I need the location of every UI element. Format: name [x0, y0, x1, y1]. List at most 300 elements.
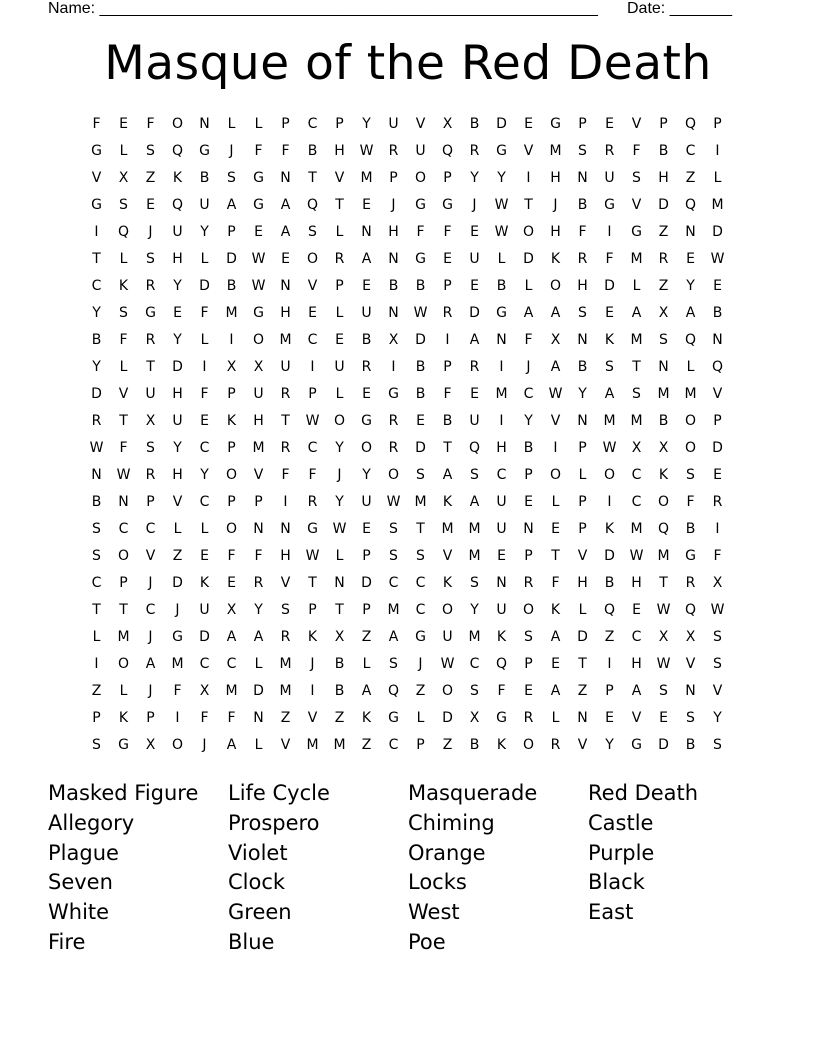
grid-letter[interactable]: M [117, 628, 130, 645]
grid-letter[interactable]: R [307, 493, 318, 510]
grid-letter[interactable]: B [469, 736, 480, 753]
grid-letter[interactable]: S [389, 547, 398, 564]
grid-letter[interactable]: A [685, 304, 696, 321]
grid-letter[interactable]: H [334, 142, 345, 159]
grid-letter[interactable]: L [335, 304, 344, 321]
grid-letter[interactable]: X [685, 628, 696, 645]
grid-letter[interactable]: G [172, 628, 183, 645]
grid-letter[interactable]: U [388, 115, 399, 132]
grid-letter[interactable]: E [146, 196, 155, 213]
grid-letter[interactable]: O [603, 466, 616, 483]
grid-letter[interactable]: L [524, 277, 533, 294]
grid-letter[interactable]: K [442, 493, 453, 510]
grid-letter[interactable]: Y [335, 439, 344, 456]
grid-letter[interactable]: A [631, 304, 642, 321]
grid-letter[interactable]: N [253, 709, 264, 726]
grid-letter[interactable]: V [523, 142, 534, 159]
grid-letter[interactable]: O [522, 601, 535, 618]
grid-letter[interactable]: R [523, 709, 534, 726]
grid-letter[interactable]: D [199, 277, 210, 294]
grid-letter[interactable]: G [631, 736, 642, 753]
grid-letter[interactable]: S [92, 547, 101, 564]
grid-letter[interactable]: X [253, 358, 264, 375]
grid-letter[interactable]: F [200, 304, 209, 321]
grid-letter[interactable]: D [523, 250, 534, 267]
grid-letter[interactable]: U [469, 412, 480, 429]
grid-letter[interactable]: R [577, 250, 588, 267]
grid-letter[interactable]: O [117, 655, 130, 672]
grid-letter[interactable]: P [92, 709, 101, 726]
grid-letter[interactable]: D [91, 385, 102, 402]
grid-letter[interactable]: L [119, 142, 128, 159]
grid-letter[interactable]: M [468, 520, 481, 537]
grid-letter[interactable]: Z [361, 736, 372, 753]
grid-letter[interactable]: F [605, 250, 614, 267]
grid-letter[interactable]: Y [362, 115, 371, 132]
grid-letter[interactable]: P [605, 682, 614, 699]
grid-letter[interactable]: C [685, 142, 696, 159]
grid-letter[interactable]: Y [524, 412, 533, 429]
grid-letter[interactable]: Q [684, 601, 697, 618]
grid-letter[interactable]: X [199, 682, 210, 699]
grid-letter[interactable]: G [91, 142, 102, 159]
grid-letter[interactable]: S [659, 331, 668, 348]
grid-letter[interactable]: U [496, 520, 507, 537]
grid-letter[interactable]: G [199, 142, 210, 159]
grid-letter[interactable]: Y [470, 601, 479, 618]
grid-letter[interactable]: I [202, 358, 207, 375]
grid-letter[interactable]: P [578, 520, 587, 537]
grid-letter[interactable]: Q [711, 358, 724, 375]
grid-letter[interactable]: B [307, 142, 318, 159]
grid-letter[interactable]: L [335, 385, 344, 402]
grid-letter[interactable]: L [119, 250, 128, 267]
grid-letter[interactable]: N [388, 250, 399, 267]
grid-letter[interactable]: M [468, 628, 481, 645]
grid-letter[interactable]: S [686, 709, 695, 726]
grid-letter[interactable]: X [550, 331, 561, 348]
grid-letter[interactable]: O [225, 466, 238, 483]
grid-letter[interactable]: G [388, 709, 399, 726]
grid-letter[interactable]: D [469, 304, 480, 321]
grid-letter[interactable]: M [279, 331, 292, 348]
grid-letter[interactable]: M [360, 169, 373, 186]
grid-letter[interactable]: I [94, 223, 99, 240]
grid-letter[interactable]: W [494, 223, 509, 240]
grid-letter[interactable]: B [523, 439, 534, 456]
grid-letter[interactable]: T [443, 439, 452, 456]
grid-letter[interactable]: U [199, 196, 210, 213]
grid-letter[interactable]: S [605, 358, 614, 375]
grid-letter[interactable]: M [657, 385, 670, 402]
grid-letter[interactable]: F [632, 142, 641, 159]
grid-letter[interactable]: B [469, 115, 480, 132]
grid-letter[interactable]: H [253, 412, 264, 429]
grid-letter[interactable]: Q [684, 196, 697, 213]
grid-letter[interactable]: B [658, 412, 669, 429]
grid-letter[interactable]: S [416, 466, 425, 483]
grid-letter[interactable]: O [522, 736, 535, 753]
grid-letter[interactable]: M [171, 655, 184, 672]
grid-letter[interactable]: S [632, 169, 641, 186]
grid-letter[interactable]: C [199, 439, 210, 456]
grid-letter[interactable]: A [361, 250, 372, 267]
grid-letter[interactable]: P [659, 115, 668, 132]
grid-letter[interactable]: L [200, 331, 209, 348]
grid-letter[interactable]: H [577, 277, 588, 294]
grid-letter[interactable]: V [442, 547, 453, 564]
grid-letter[interactable]: N [334, 574, 345, 591]
grid-letter[interactable]: S [227, 169, 236, 186]
grid-letter[interactable]: S [470, 682, 479, 699]
grid-letter[interactable]: N [280, 277, 291, 294]
grid-letter[interactable]: I [715, 520, 720, 537]
grid-letter[interactable]: H [280, 547, 291, 564]
grid-letter[interactable]: L [578, 601, 587, 618]
grid-letter[interactable]: V [712, 682, 723, 699]
grid-letter[interactable]: B [199, 169, 210, 186]
grid-letter[interactable]: S [713, 655, 722, 672]
grid-letter[interactable]: A [523, 304, 534, 321]
grid-letter[interactable]: V [280, 574, 291, 591]
grid-letter[interactable]: F [119, 331, 128, 348]
grid-letter[interactable]: J [310, 655, 315, 672]
grid-letter[interactable]: B [712, 304, 723, 321]
grid-letter[interactable]: M [495, 385, 508, 402]
grid-letter[interactable]: T [92, 601, 101, 618]
grid-letter[interactable]: I [94, 655, 99, 672]
grid-letter[interactable]: G [631, 223, 642, 240]
grid-letter[interactable]: Y [92, 304, 101, 321]
grid-letter[interactable]: S [659, 682, 668, 699]
grid-letter[interactable]: Q [657, 520, 670, 537]
grid-letter[interactable]: P [308, 385, 317, 402]
grid-letter[interactable]: S [713, 628, 722, 645]
grid-letter[interactable]: I [607, 493, 612, 510]
grid-letter[interactable]: S [92, 520, 101, 537]
grid-letter[interactable]: R [280, 439, 291, 456]
grid-letter[interactable]: P [443, 277, 452, 294]
grid-letter[interactable]: R [685, 574, 696, 591]
grid-letter[interactable]: T [119, 601, 128, 618]
grid-letter[interactable]: M [684, 385, 697, 402]
grid-letter[interactable]: A [550, 304, 561, 321]
grid-letter[interactable]: H [577, 574, 588, 591]
grid-letter[interactable]: E [227, 574, 236, 591]
grid-letter[interactable]: E [362, 277, 371, 294]
grid-letter[interactable]: J [526, 358, 531, 375]
grid-letter[interactable]: B [388, 277, 399, 294]
grid-letter[interactable]: E [470, 277, 479, 294]
grid-letter[interactable]: P [578, 439, 587, 456]
grid-letter[interactable]: L [416, 709, 425, 726]
grid-letter[interactable]: J [148, 574, 153, 591]
grid-letter[interactable]: V [577, 547, 588, 564]
grid-letter[interactable]: N [658, 358, 669, 375]
grid-letter[interactable]: I [310, 682, 315, 699]
grid-letter[interactable]: E [308, 304, 317, 321]
grid-letter[interactable]: T [578, 655, 587, 672]
grid-letter[interactable]: Z [658, 277, 669, 294]
grid-letter[interactable]: W [332, 520, 347, 537]
grid-letter[interactable]: O [441, 682, 454, 699]
grid-letter[interactable]: L [254, 655, 263, 672]
grid-letter[interactable]: N [712, 331, 723, 348]
grid-letter[interactable]: O [522, 223, 535, 240]
grid-letter[interactable]: D [577, 628, 588, 645]
grid-letter[interactable]: P [227, 223, 236, 240]
grid-letter[interactable]: Y [362, 466, 371, 483]
grid-letter[interactable]: C [631, 628, 642, 645]
grid-letter[interactable]: V [550, 412, 561, 429]
grid-letter[interactable]: V [631, 709, 642, 726]
grid-letter[interactable]: Y [173, 439, 182, 456]
grid-letter[interactable]: A [550, 358, 561, 375]
grid-letter[interactable]: U [496, 601, 507, 618]
grid-letter[interactable]: B [442, 412, 453, 429]
grid-letter[interactable]: T [308, 574, 317, 591]
grid-letter[interactable]: A [145, 655, 156, 672]
grid-letter[interactable]: I [499, 358, 504, 375]
grid-letter[interactable]: Y [686, 277, 695, 294]
grid-letter[interactable]: H [631, 574, 642, 591]
grid-letter[interactable]: F [92, 115, 101, 132]
grid-letter[interactable]: Y [173, 331, 182, 348]
grid-letter[interactable]: O [441, 601, 454, 618]
grid-letter[interactable]: Q [468, 439, 481, 456]
grid-letter[interactable]: P [146, 493, 155, 510]
grid-letter[interactable]: Y [335, 493, 344, 510]
grid-letter[interactable]: T [551, 547, 560, 564]
grid-letter[interactable]: D [415, 331, 426, 348]
grid-letter[interactable]: E [524, 682, 533, 699]
grid-letter[interactable]: N [280, 169, 291, 186]
grid-letter[interactable]: A [469, 493, 480, 510]
grid-letter[interactable]: O [684, 439, 697, 456]
grid-letter[interactable]: K [550, 250, 561, 267]
grid-letter[interactable]: E [713, 466, 722, 483]
grid-letter[interactable]: B [361, 331, 372, 348]
grid-letter[interactable]: V [631, 196, 642, 213]
grid-letter[interactable]: W [440, 655, 455, 672]
grid-letter[interactable]: L [200, 520, 209, 537]
grid-letter[interactable]: C [199, 493, 210, 510]
grid-letter[interactable]: N [253, 520, 264, 537]
grid-letter[interactable]: D [415, 439, 426, 456]
grid-letter[interactable]: N [685, 682, 696, 699]
grid-letter[interactable]: C [145, 601, 156, 618]
grid-letter[interactable]: M [630, 520, 643, 537]
grid-letter[interactable]: B [415, 385, 426, 402]
grid-letter[interactable]: G [496, 709, 507, 726]
grid-letter[interactable]: C [496, 466, 507, 483]
grid-letter[interactable]: B [91, 331, 102, 348]
grid-letter[interactable]: Z [604, 628, 615, 645]
grid-letter[interactable]: M [279, 682, 292, 699]
grid-letter[interactable]: L [335, 223, 344, 240]
grid-letter[interactable]: M [657, 547, 670, 564]
grid-letter[interactable]: O [684, 412, 697, 429]
grid-letter[interactable]: D [172, 358, 183, 375]
grid-letter[interactable]: Q [117, 223, 130, 240]
grid-letter[interactable]: T [416, 520, 425, 537]
grid-letter[interactable]: I [607, 655, 612, 672]
grid-letter[interactable]: B [577, 196, 588, 213]
grid-letter[interactable]: Z [91, 682, 102, 699]
grid-letter[interactable]: V [91, 169, 102, 186]
grid-letter[interactable]: Q [387, 682, 400, 699]
grid-letter[interactable]: M [306, 736, 319, 753]
grid-letter[interactable]: W [710, 250, 725, 267]
grid-letter[interactable]: R [145, 466, 156, 483]
grid-letter[interactable]: P [443, 169, 452, 186]
grid-letter[interactable]: U [334, 358, 345, 375]
grid-letter[interactable]: W [386, 493, 401, 510]
grid-letter[interactable]: E [416, 412, 425, 429]
grid-letter[interactable]: W [251, 250, 266, 267]
grid-letter[interactable]: L [632, 277, 641, 294]
grid-letter[interactable]: X [712, 574, 723, 591]
grid-letter[interactable]: M [414, 493, 427, 510]
grid-letter[interactable]: C [118, 520, 129, 537]
grid-letter[interactable]: P [308, 601, 317, 618]
grid-letter[interactable]: V [415, 115, 426, 132]
grid-letter[interactable]: V [280, 736, 291, 753]
grid-letter[interactable]: M [603, 412, 616, 429]
grid-letter[interactable]: X [226, 358, 237, 375]
grid-letter[interactable]: Z [361, 628, 372, 645]
grid-letter[interactable]: W [710, 601, 725, 618]
grid-letter[interactable]: W [116, 466, 131, 483]
grid-letter[interactable]: A [226, 736, 237, 753]
grid-letter[interactable]: S [470, 574, 479, 591]
grid-letter[interactable]: C [388, 574, 399, 591]
grid-letter[interactable]: K [604, 520, 615, 537]
grid-letter[interactable]: C [469, 655, 480, 672]
grid-letter[interactable]: G [307, 520, 318, 537]
grid-letter[interactable]: S [146, 439, 155, 456]
grid-letter[interactable]: I [607, 223, 612, 240]
grid-letter[interactable]: N [388, 304, 399, 321]
grid-letter[interactable]: A [469, 331, 480, 348]
grid-letter[interactable]: Y [92, 358, 101, 375]
grid-letter[interactable]: O [333, 412, 346, 429]
grid-letter[interactable]: A [550, 682, 561, 699]
grid-letter[interactable]: R [388, 412, 399, 429]
grid-letter[interactable]: F [416, 223, 425, 240]
grid-letter[interactable]: P [389, 169, 398, 186]
grid-letter[interactable]: L [254, 115, 263, 132]
grid-letter[interactable]: V [307, 277, 318, 294]
grid-letter[interactable]: E [470, 223, 479, 240]
grid-letter[interactable]: X [631, 439, 642, 456]
grid-letter[interactable]: W [548, 385, 563, 402]
grid-letter[interactable]: F [713, 547, 722, 564]
grid-letter[interactable]: J [553, 196, 558, 213]
grid-letter[interactable]: M [252, 439, 265, 456]
grid-letter[interactable]: C [307, 115, 318, 132]
grid-letter[interactable]: G [361, 412, 372, 429]
grid-letter[interactable]: D [199, 628, 210, 645]
grid-letter[interactable]: R [442, 304, 453, 321]
grid-letter[interactable]: O [225, 520, 238, 537]
grid-letter[interactable]: A [226, 196, 237, 213]
grid-letter[interactable]: O [387, 466, 400, 483]
grid-letter[interactable]: L [200, 250, 209, 267]
grid-letter[interactable]: P [416, 736, 425, 753]
grid-letter[interactable]: P [578, 115, 587, 132]
grid-letter[interactable]: S [146, 142, 155, 159]
grid-letter[interactable]: I [715, 142, 720, 159]
grid-letter[interactable]: D [604, 547, 615, 564]
grid-letter[interactable]: P [362, 601, 371, 618]
grid-letter[interactable]: A [361, 682, 372, 699]
grid-letter[interactable]: U [415, 142, 426, 159]
grid-letter[interactable]: P [713, 115, 722, 132]
grid-letter[interactable]: J [472, 196, 477, 213]
grid-letter[interactable]: J [148, 628, 153, 645]
grid-letter[interactable]: Y [254, 601, 263, 618]
grid-letter[interactable]: B [415, 277, 426, 294]
grid-letter[interactable]: L [497, 250, 506, 267]
grid-letter[interactable]: P [524, 466, 533, 483]
grid-letter[interactable]: Y [713, 709, 722, 726]
grid-letter[interactable]: U [442, 628, 453, 645]
grid-letter[interactable]: N [280, 520, 291, 537]
grid-letter[interactable]: A [388, 628, 399, 645]
grid-letter[interactable]: L [119, 682, 128, 699]
grid-letter[interactable]: Q [684, 115, 697, 132]
grid-letter[interactable]: X [118, 169, 129, 186]
grid-letter[interactable]: H [388, 223, 399, 240]
grid-letter[interactable]: W [413, 304, 428, 321]
grid-letter[interactable]: T [335, 196, 344, 213]
grid-letter[interactable]: R [145, 277, 156, 294]
grid-letter[interactable]: M [225, 304, 238, 321]
grid-letter[interactable]: E [605, 115, 614, 132]
grid-letter[interactable]: X [226, 601, 237, 618]
grid-letter[interactable]: M [630, 412, 643, 429]
grid-letter[interactable]: Z [658, 223, 669, 240]
grid-letter[interactable]: F [578, 223, 587, 240]
grid-letter[interactable]: E [713, 277, 722, 294]
grid-letter[interactable]: K [604, 331, 615, 348]
grid-letter[interactable]: U [604, 169, 615, 186]
grid-letter[interactable]: M [441, 520, 454, 537]
grid-letter[interactable]: N [577, 331, 588, 348]
grid-letter[interactable]: G [496, 142, 507, 159]
name-field[interactable]: Name: ________________________________________________________ [48, 0, 598, 17]
grid-letter[interactable]: P [146, 709, 155, 726]
grid-letter[interactable]: T [659, 574, 668, 591]
grid-letter[interactable]: E [605, 709, 614, 726]
grid-letter[interactable]: Q [441, 142, 454, 159]
grid-letter[interactable]: W [656, 655, 671, 672]
grid-letter[interactable]: D [712, 223, 723, 240]
date-field[interactable]: Date: _______ [627, 0, 732, 17]
grid-letter[interactable]: A [226, 628, 237, 645]
grid-letter[interactable]: C [91, 574, 102, 591]
grid-letter[interactable]: F [308, 466, 317, 483]
grid-letter[interactable]: T [308, 169, 317, 186]
grid-letter[interactable]: F [443, 385, 452, 402]
grid-letter[interactable]: K [496, 736, 507, 753]
grid-letter[interactable]: Y [470, 169, 479, 186]
grid-letter[interactable]: P [443, 358, 452, 375]
grid-letter[interactable]: S [470, 466, 479, 483]
grid-letter[interactable]: K [442, 574, 453, 591]
grid-letter[interactable]: P [335, 115, 344, 132]
